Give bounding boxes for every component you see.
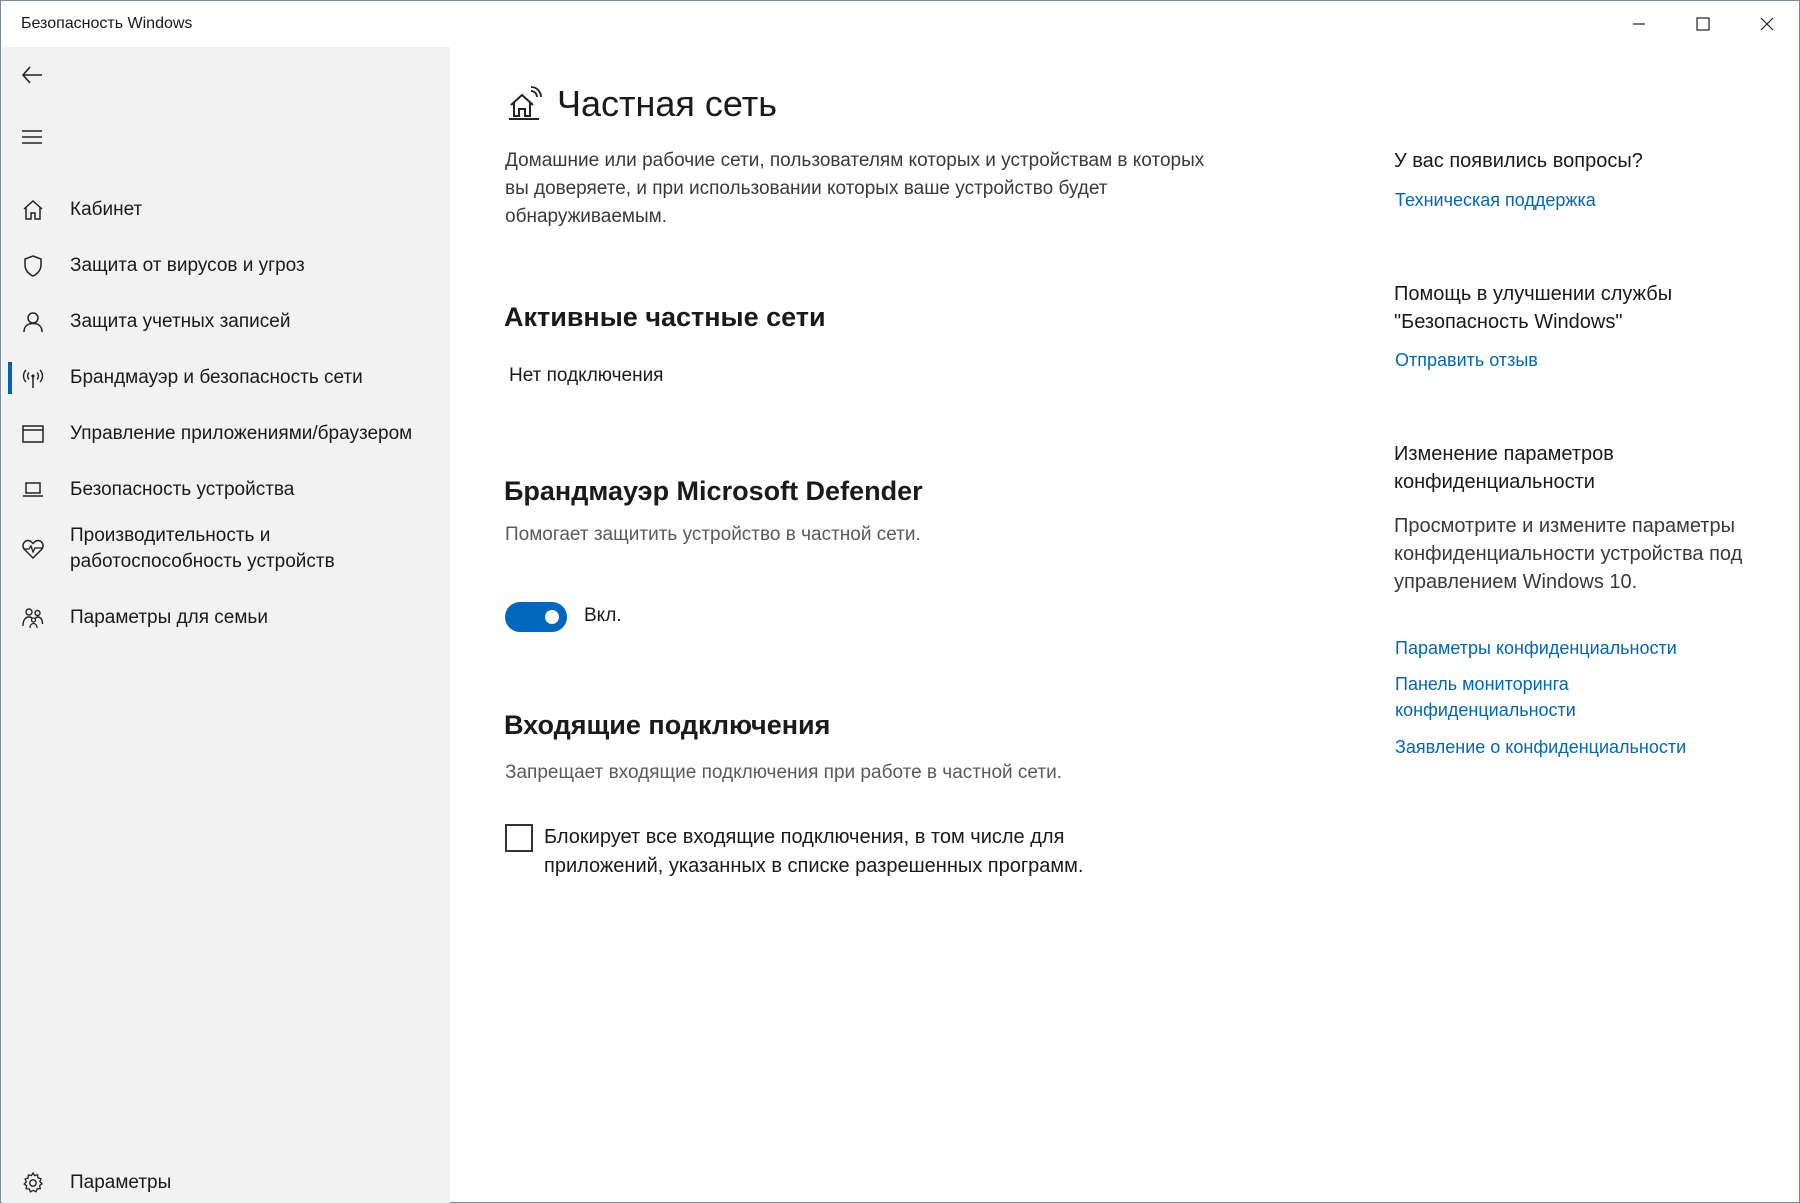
close-button[interactable] xyxy=(1735,1,1799,47)
sidebar-item-firewall[interactable] xyxy=(2,358,450,398)
firewall-description: Помогает защитить устройство в частной сети. xyxy=(505,524,921,545)
sidebar-item-account-protection[interactable] xyxy=(2,302,450,342)
heart-pulse-icon xyxy=(20,536,46,562)
family-icon xyxy=(20,605,46,631)
privacy-statement-link[interactable]: Заявление о конфиденциальности xyxy=(1395,737,1687,757)
window-title: Безопасность Windows xyxy=(21,15,193,32)
incoming-connections-heading: Входящие подключения xyxy=(504,710,831,740)
minimize-button[interactable] xyxy=(1607,1,1671,47)
laptop-icon xyxy=(20,477,46,503)
sidebar-item-home[interactable] xyxy=(2,190,450,230)
sidebar-item-label: Защита от вирусов и угроз xyxy=(70,255,305,276)
close-icon xyxy=(1759,16,1775,32)
private-network-icon xyxy=(505,85,543,123)
privacy-text: Просмотрите и измените параметры конфиденциальности устройства под управлением Windows 10. xyxy=(1394,515,1743,593)
sidebar-item-label: Брандмауэр и безопасность сети xyxy=(70,367,363,388)
main-content xyxy=(450,47,1350,1203)
improve-heading: Помощь в улучшении службы "Безопасность Windows" xyxy=(1394,283,1673,333)
active-networks-heading: Активные частные сети xyxy=(504,302,826,332)
page-title: Частная сеть xyxy=(557,83,777,124)
toggle-knob xyxy=(545,610,559,624)
sidebar-item-device-performance[interactable] xyxy=(2,516,450,582)
block-incoming-label[interactable]: Блокирует все входящие подключения, в том числе для приложений, указанных в списке разрешенных программ. xyxy=(544,826,1084,877)
person-icon xyxy=(20,309,46,335)
privacy-dashboard-link[interactable]: Панель мониторинга конфиденциальности xyxy=(1395,674,1576,720)
sidebar-item-label: Безопасность устройства xyxy=(70,479,295,500)
sidebar-item-label: Производительность и работоспособность устройств xyxy=(70,525,335,572)
sidebar-item-label: Кабинет xyxy=(70,199,143,220)
menu-button[interactable] xyxy=(2,109,62,165)
sidebar-item-family-options[interactable] xyxy=(2,598,450,638)
app-window-icon xyxy=(20,421,46,447)
title-bar xyxy=(1,1,1799,47)
back-button[interactable] xyxy=(2,47,62,103)
sidebar-item-device-security[interactable] xyxy=(2,470,450,510)
sidebar-item-label: Параметры xyxy=(70,1172,172,1193)
firewall-toggle[interactable] xyxy=(505,602,567,632)
shield-icon xyxy=(20,253,46,279)
sidebar-item-label: Управление приложениями/браузером xyxy=(70,423,413,444)
gear-icon xyxy=(20,1170,46,1196)
firewall-heading: Брандмауэр Microsoft Defender xyxy=(504,476,923,506)
maximize-button[interactable] xyxy=(1671,1,1735,47)
support-link[interactable]: Техническая поддержка xyxy=(1395,190,1596,210)
arrow-left-icon xyxy=(20,63,44,87)
sidebar-item-virus-protection[interactable] xyxy=(2,246,450,286)
page-description: Домашние или рабочие сети, пользователям которых и устройствам в которых вы доверяете, и при использовании которых ваше устройство будет обнаруживаемым. xyxy=(505,150,1205,227)
questions-heading: У вас появились вопросы? xyxy=(1394,150,1643,172)
sidebar-item-label: Параметры для семьи xyxy=(70,607,268,628)
sidebar-item-label: Защита учетных записей xyxy=(70,311,291,332)
minimize-icon xyxy=(1631,16,1647,32)
block-incoming-checkbox[interactable] xyxy=(505,824,533,852)
firewall-toggle-label: Вкл. xyxy=(584,605,622,626)
home-icon xyxy=(20,197,46,223)
sidebar xyxy=(2,47,450,1203)
privacy-settings-link[interactable]: Параметры конфиденциальности xyxy=(1395,638,1677,658)
sidebar-item-app-browser-control[interactable] xyxy=(2,414,450,454)
maximize-icon xyxy=(1695,16,1711,32)
sidebar-item-settings[interactable] xyxy=(2,1163,450,1203)
feedback-link[interactable]: Отправить отзыв xyxy=(1395,350,1538,370)
hamburger-icon xyxy=(20,125,44,149)
active-network-status: Нет подключения xyxy=(509,365,664,386)
wireless-icon xyxy=(20,365,46,391)
page-header xyxy=(505,83,777,125)
privacy-heading: Изменение параметров конфиденциальности xyxy=(1394,443,1614,493)
incoming-connections-description: Запрещает входящие подключения при работе в частной сети. xyxy=(505,762,1062,783)
active-indicator xyxy=(8,362,12,394)
